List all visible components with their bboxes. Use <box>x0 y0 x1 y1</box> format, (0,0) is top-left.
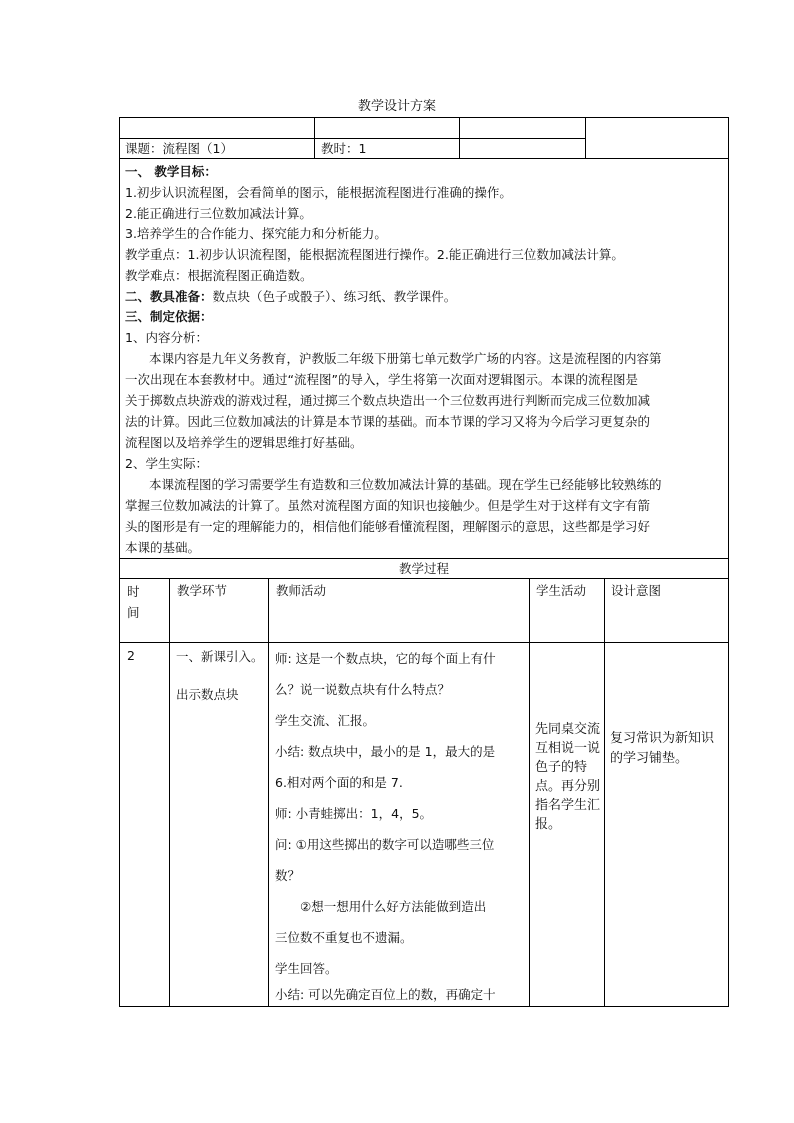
materials-line <box>125 289 456 305</box>
teacher-activity-line: 师: 这是一个数点块，它的每个面上有什 <box>275 651 496 666</box>
content-analysis-line: 流程图以及培养学生的逻辑思维打好基础。 <box>125 435 363 450</box>
teacher-activity-line: 学生交流、汇报。 <box>275 713 376 728</box>
document-title: 教学设计方案 <box>357 99 436 114</box>
lesson-topic: 课题：流程图（1） <box>125 141 233 156</box>
teacher-activity-line: 三位数不重复也不遗漏。 <box>275 930 413 945</box>
teacher-activity-line: 么？说一说数点块有什么特点？ <box>275 682 451 697</box>
content-analysis-line: 本课内容是九年义务教育，沪教版二年级下册第七单元数学广场的内容。这是流程图的内容第 <box>149 351 662 366</box>
column-header-teacher: 教师活动 <box>276 583 327 598</box>
process-header-bottom-line <box>120 642 728 643</box>
process-col-divider-4 <box>604 578 605 1006</box>
teacher-activity-line: 问: ①用这些掷出的数字可以造哪些三位 <box>275 837 495 852</box>
content-analysis-line: 法的计算。因此三位数加减法的计算是本节课的基础。而本节课的学习又将为今后学习更复杂的 <box>125 414 651 429</box>
design-intent: 复习常识为新知识的学习铺垫。 <box>610 731 715 766</box>
student-situation-line: 本课流程图的学习需要学生有造数和三位数加减法计算的基础。现在学生已经能够比较熟练的 <box>149 477 662 492</box>
column-header-intent: 设计意图 <box>611 583 662 598</box>
header-col-divider-3 <box>585 118 586 158</box>
key-points: 教学重点：1.初步认识流程图，能根据流程图进行操作。2.能正确进行三位数加减法计算。 <box>125 247 624 262</box>
content-analysis-line: 一次出现在本套教材中。通过“流程图”的导入，学生将第一次面对逻辑图示。本课的流程图是 <box>125 372 638 387</box>
teacher-activity-line: 小结: 可以先确定百位上的数，再确定十 <box>275 987 496 1002</box>
column-header-time: 时间 <box>127 584 140 620</box>
student-situation-line: 掌握三位数加减法的计算了。虽然对流程图方面的知识也接触少。但是学生对于这样有文字有箭 <box>125 498 651 513</box>
header-col-divider-2 <box>459 118 460 158</box>
process-title: 教学过程 <box>398 561 449 576</box>
row-time: 2 <box>127 648 135 663</box>
materials-heading: 二、教具准备： <box>125 289 213 304</box>
row-stage-line: 出示数点块 <box>176 687 239 702</box>
header-row-divider <box>120 138 585 139</box>
teacher-activity-line: 6.相对两个面的和是 7. <box>275 775 403 790</box>
header-bottom-line <box>120 158 728 159</box>
teacher-activity-line: 师: 小青蛙掷出：1，4，5。 <box>275 806 433 821</box>
process-col-divider-1 <box>169 578 170 1006</box>
teacher-activity-line: 学生回答。 <box>275 961 338 976</box>
teacher-activity-line: 小结: 数点块中，最小的是 1，最大的是 <box>275 744 496 759</box>
student-situation-line: 头的图形是有一定的理解能力的，相信他们能够看懂流程图，理解图示的意思，这些都是学习好 <box>125 519 651 534</box>
column-header-stage: 教学环节 <box>177 583 228 598</box>
teacher-activity-line: ②想一想用什么好方法能做到造出 <box>300 899 487 914</box>
basis-heading: 三、制定依据： <box>125 309 213 324</box>
objectives-heading: 一、 教学目标： <box>125 164 217 179</box>
process-title-bottom-line <box>120 578 728 579</box>
materials-text: 数点块（色子或骰子）、练习纸、教学课件。 <box>212 289 457 304</box>
objective-item: 3.培养学生的合作能力、探究能力和分析能力。 <box>125 226 387 241</box>
student-situation-line: 本课的基础。 <box>125 540 201 555</box>
column-header-student: 学生活动 <box>536 583 587 598</box>
lesson-plan-table <box>119 117 729 1007</box>
header-col-divider-1 <box>314 118 315 158</box>
process-top-line <box>120 558 728 559</box>
content-analysis-title: 1、内容分析： <box>125 330 208 345</box>
objective-item: 2.能正确进行三位数加减法计算。 <box>125 206 312 221</box>
content-analysis-line: 关于掷数点块游戏的游戏过程，通过掷三个数点块造出一个三位数再进行判断而完成三位数加减 <box>125 393 651 408</box>
lesson-period: 教时：1 <box>321 141 367 156</box>
process-col-divider-2 <box>268 578 269 1006</box>
difficulty: 教学难点：根据流程图正确造数。 <box>125 268 313 283</box>
row-stage-line: 一、新课引入。 <box>176 649 264 664</box>
process-col-divider-3 <box>529 578 530 1006</box>
objective-item: 1.初步认识流程图，会看简单的图示，能根据流程图进行准确的操作。 <box>125 185 512 200</box>
student-activity: 先同桌交流互相说一说色子的特点。再分别指名学生汇报。 <box>535 722 601 832</box>
student-situation-title: 2、学生实际： <box>125 456 208 471</box>
teacher-activity-line: 数？ <box>275 868 301 883</box>
